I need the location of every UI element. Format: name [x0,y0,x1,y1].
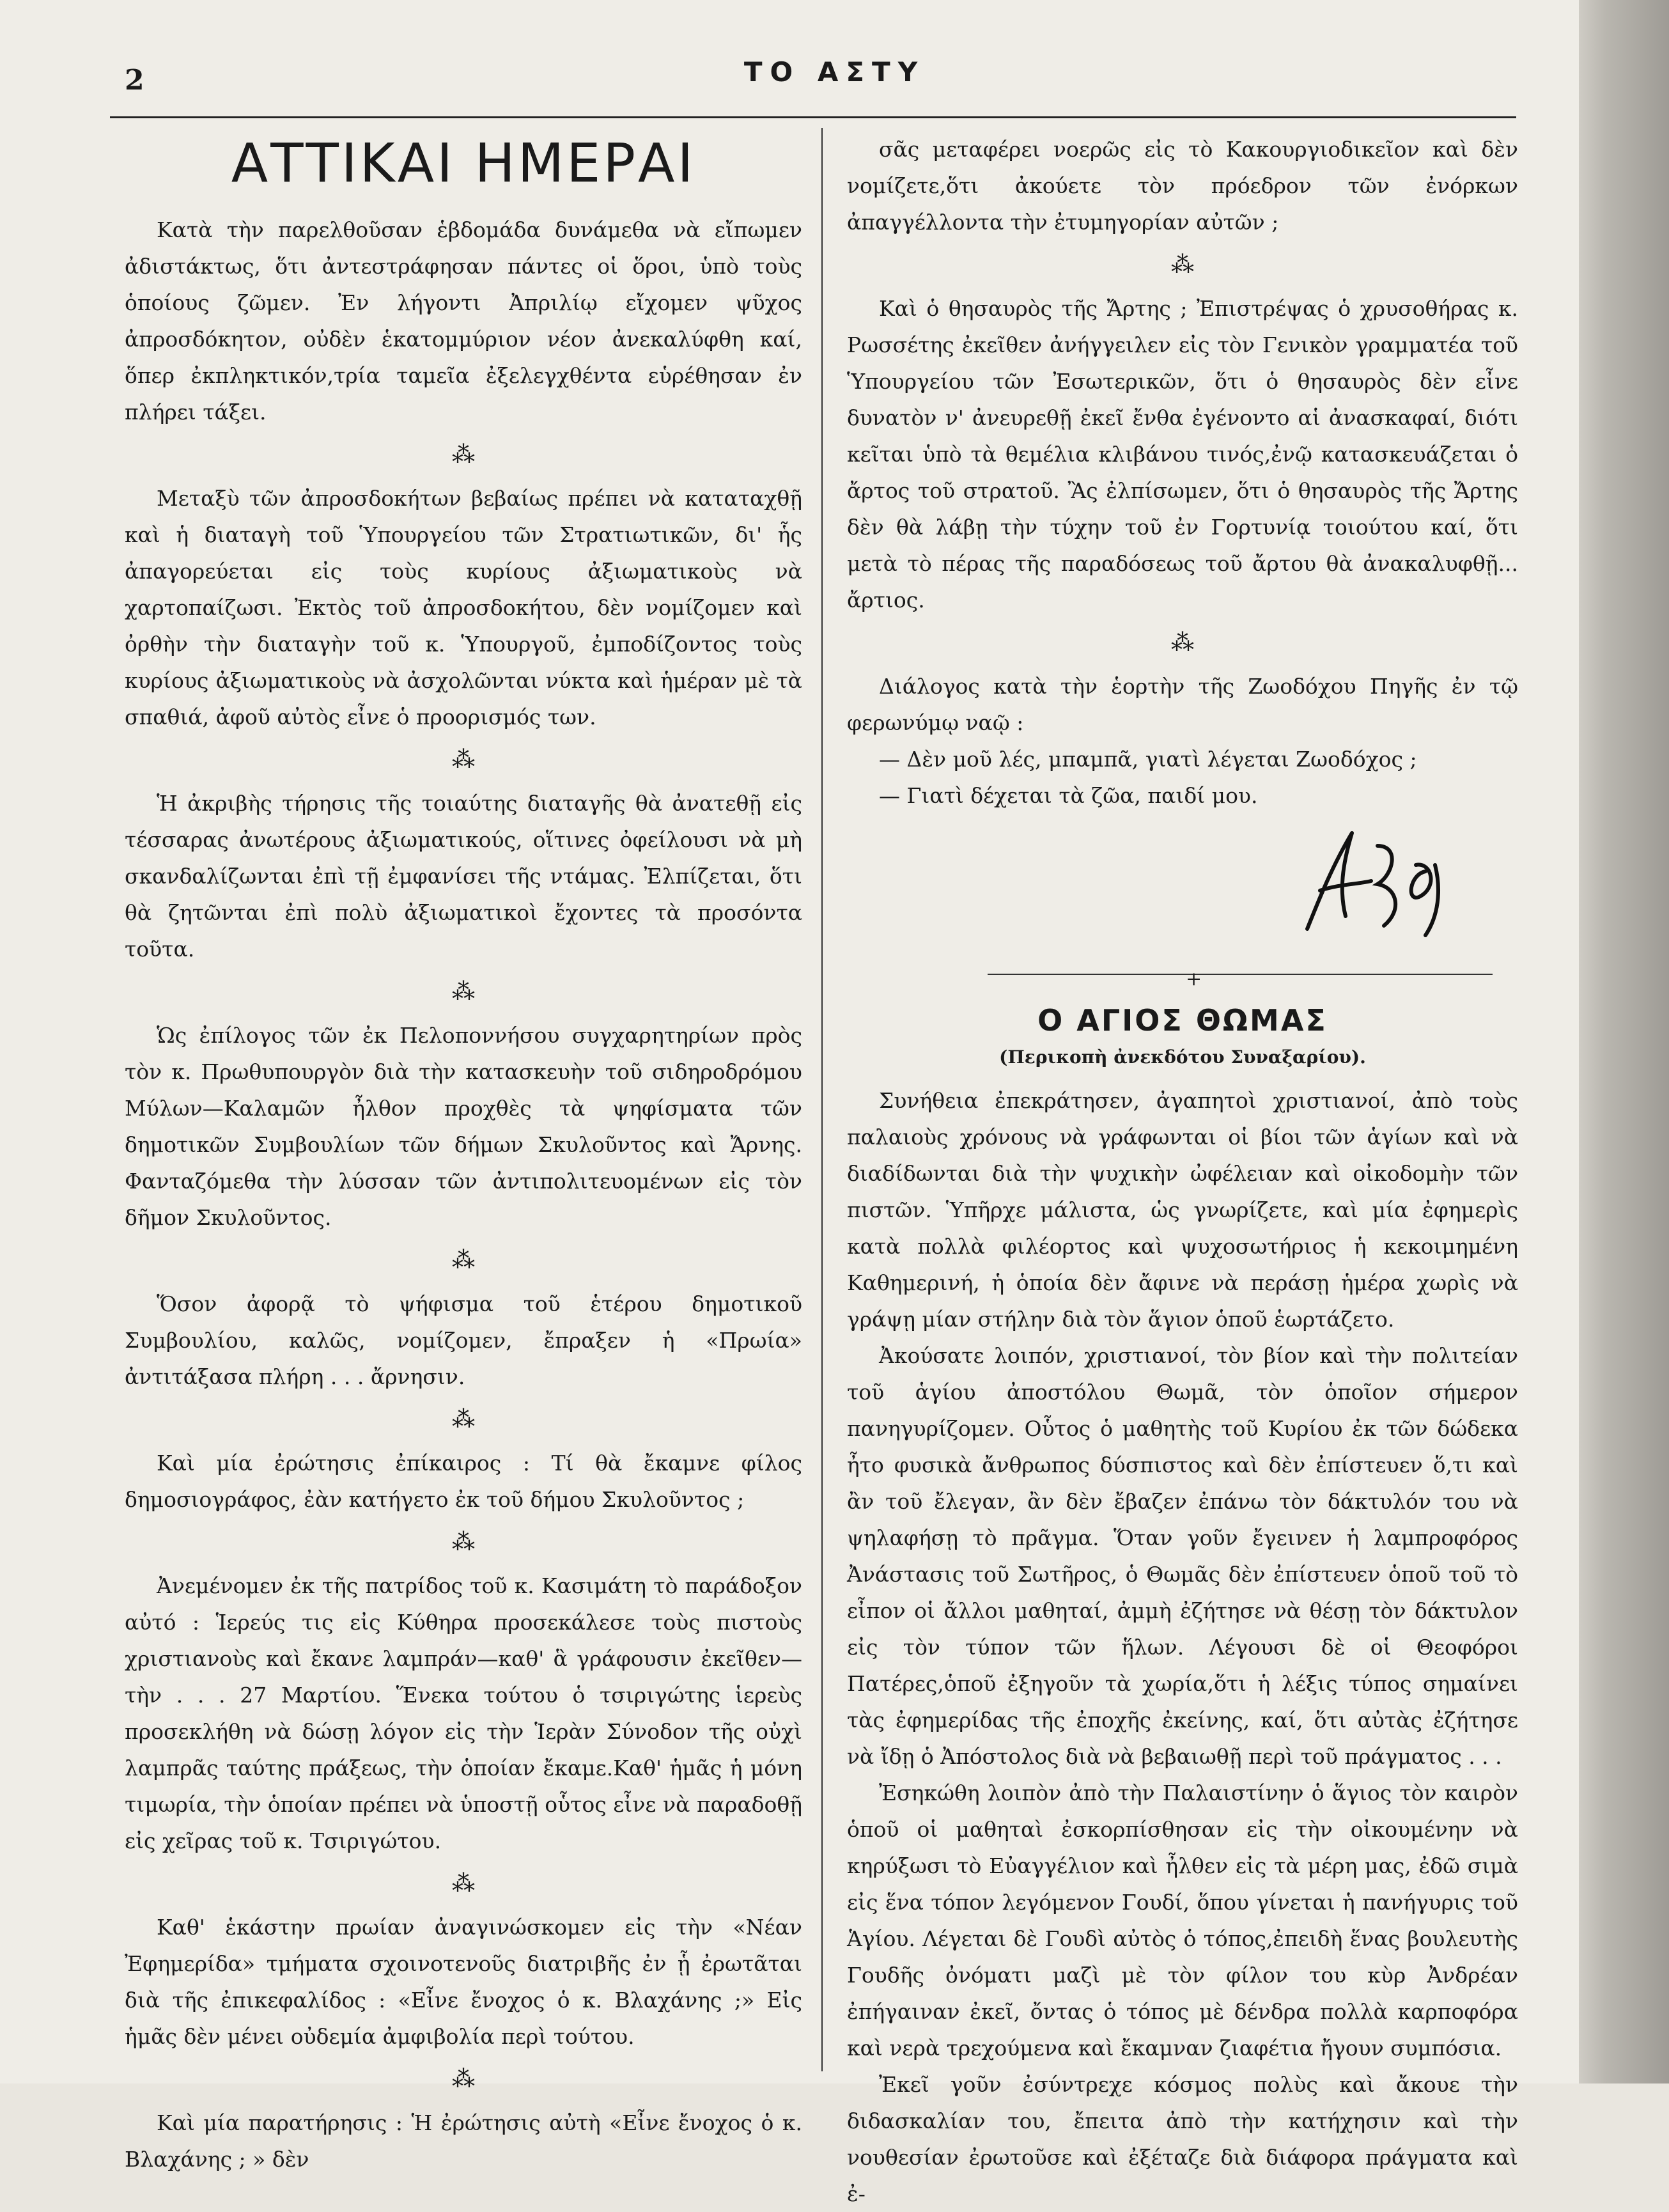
separator-asterism: ⁂ [452,1406,475,1433]
page-edge [1579,0,1669,2083]
article-subtitle: (Περικοπὴ ἀνεκδότου Συναξαρίου). [999,1047,1366,1068]
paragraph: Ὅσον ἀφορᾷ τὸ ψήφισμα τοῦ ἑτέρου δημοτικοῦ Συμβουλίου, καλῶς, νομίζομεν, ἔπραξεν ἡ «Πρωία» ἀντιτάξασα πλήρη . . . ἄρνησιν. [125,1291,802,1389]
separator-asterism: ⁂ [452,1247,475,1273]
paragraph: Καὶ μία ἐρώτησις ἐπίκαιρος : Τί θὰ ἔκαμνε φίλος δημοσιογράφος, ἐὰν κατήγετο ἐκ τοῦ δήμου Σκυλοῦντος ; [125,1451,802,1512]
section-title: ΑΤΤΙΚΑΙ ΗΜΕΡΑΙ [231,132,696,194]
paragraph: Διάλογος κατὰ τὴν ἑορτὴν τῆς Ζωοδόχου Πηγῆς ἐν τῷ φερωνύμῳ ναῷ : [847,674,1518,735]
paragraph: Ἐσηκώθη λοιπὸν ἀπὸ τὴν Παλαιστίνην ὁ ἅγιος τὸν καιρὸν ὁποῦ οἱ μαθηταὶ ἐσκορπίσθησαν εἰς τὴν οἰκουμένην νὰ κηρύξωσι τὸ Εὐαγγέλιον καὶ ἦλθεν εἰς τὰ μέρη μας, ἐδῶ σιμὰ εἰς ἕνα τόπον λεγόμενον Γουδί, ὅπου γίνεται ἡ πανήγυρις τοῦ Ἁγίου. Λέγεται δὲ Γουδὶ αὐτὸς ὁ τόπος,ἐπειδὴ ἕνας βουλευτὴς Γουδῆς ὀνόματι μαζὶ μὲ τὸν φίλον του κὺρ Ἀνδρέαν ἐπήγαιναν ἐκεῖ, ὄντας ὁ τόπος μὲ δένδρα πολλὰ καρποφόρα καὶ νερὰ τρεχούμενα καὶ ἔκαμναν ζιαφέτια ἤγουν συμπόσια. [847,1780,1518,2060]
paragraph: σᾶς μεταφέρει νοερῶς εἰς τὸ Κακουργιοδικεῖον καὶ δὲν νομίζετε,ὅτι ἀκούετε τὸν πρόεδρον τῶν ἐνόρκων ἀπαγγέλλοντα τὴν ἐτυμηγορίαν αὐτῶν ; [847,137,1518,235]
separator-asterism: ⁂ [452,747,475,773]
article-separator [847,961,1518,990]
paragraph: Καθ' ἑκάστην πρωίαν ἀναγινώσκομεν εἰς τὴν «Νέαν Ἐφημερίδα» τμήματα σχοινοτενοῦς διατριβῆς ἐν ᾗ ἐρωτᾶται διὰ τῆς ἐπικεφαλίδος : «Εἶνε ἔνοχος ὁ κ. Βλαχάνης ;» Εἰς ἡμᾶς δὲν μένει οὐδεμία ἀμφιβολία περὶ τούτου. [125,1915,802,2049]
right-column [847,131,1518,2212]
column-divider [821,128,823,2071]
separator-asterism: ⁂ [1171,252,1194,278]
separator-mark: + [1186,968,1202,990]
paragraph: Ὡς ἐπίλογος τῶν ἐκ Πελοποννήσου συγχαρητηρίων πρὸς τὸν κ. Πρωθυπουργὸν διὰ τὴν κατασκευὴν τοῦ σιδηροδρόμου Μύλων—Καλαμῶν ἦλθον προχθὲς τὰ ψηφίσματα τῶν δημοτικῶν Συμβουλίων τῶν δήμων Σκυλοῦντος καὶ Ἄρνης. Φανταζόμεθα τὴν λύσσαν τῶν ἀντιπολιτευομένων εἰς τὸν δῆμον Σκυλοῦντος. [125,1023,802,1230]
paragraph: Καὶ ὁ θησαυρὸς τῆς Ἄρτης ; Ἐπιστρέψας ὁ χρυσοθήρας κ. Ρωσσέτης ἐκεῖθεν ἀνήγγειλεν εἰς τὸν Γενικὸν γραμματέα τοῦ Ὑπουργείου τῶν Ἐσωτερικῶν, ὅτι ὁ θησαυρὸς δὲν εἶνε δυνατὸν ν' ἀνευρεθῇ ἐκεῖ ἔνθα ἐγένοντο αἱ ἀνασκαφαί, διότι κεῖται ὑπὸ τὰ θεμέλια κλιβάνου τινός,ἐνῷ κατασκευάζεται ὁ ἄρτος τοῦ στρατοῦ. Ἂς ἐλπίσωμεν, ὅτι ὁ θησαυρὸς τῆς Ἄρτης δὲν θὰ λάβῃ τὴν τύχην τοῦ ἐν Γορτυνίᾳ τοιούτου καί, ὅτι μετὰ τὸ πέρας τῆς παραδόσεως τοῦ ἄρτου θὰ ἀνακαλυφθῇ... ἄρτιος. [847,296,1518,612]
dialogue-line: — Δὲν μοῦ λές, μπαμπᾶ, γιατὶ λέγεται Ζωοδόχος ; [879,747,1417,772]
page-number: 2 [125,64,144,97]
paragraph: Συνήθεια ἐπεκράτησεν, ἀγαπητοὶ χριστιανοί, ἀπὸ τοὺς παλαιοὺς χρόνους νὰ γράφωνται οἱ βίοι τῶν ἁγίων καὶ νὰ διαδίδωνται διὰ τὴν ψυχικὴν ὠφέλειαν καὶ οἰκοδομὴν τῶν πιστῶν. Ὑπῆρχε μάλιστα, ὡς γνωρίζετε, καὶ μία ἐφημερὶς κατὰ πολλὰ φιλέορτος καὶ ψυχοσωτήριος ἡ κεκοιμημένη Καθημερινή, ἡ ὁποία δὲν ἄφινε νὰ περάσῃ ἡμέρα χωρὶς νὰ γράψῃ μίαν στήλην διὰ τὸν ἅγιον ὁποῦ ἑωρτάζετο. [847,1088,1518,1332]
separator-asterism: ⁂ [452,979,475,1005]
paragraph: Καὶ μία παρατήρησις : Ἡ ἐρώτησις αὐτὴ «Εἶνε ἔνοχος ὁ κ. Βλαχάνης ; » δὲν [125,2110,802,2172]
handwritten-signature [847,814,1518,942]
paragraph: Ἀνεμένομεν ἐκ τῆς πατρίδος τοῦ κ. Κασιμάτη τὸ παράδοξον αὐτό : Ἱερεύς τις εἰς Κύθηρα προσεκάλεσε τοὺς πιστοὺς χριστιανοὺς καὶ ἔκανε λαμπράν—καθ' ἃ γράφουσιν ἐκεῖθεν—τὴν . . . 27 Μαρτίου. Ἕνεκα τούτου ὁ τσιριγώτης ἱερεὺς προσεκλήθη νὰ δώσῃ λόγον εἰς τὴν Ἱερὰν Σύνοδον τῆς οὐχὶ λαμπρᾶς ταύτης πράξεως, τὴν ὁποίαν ἔκαμε.Καθ' ἡμᾶς ἡ μόνη τιμωρία, τὴν ὁποίαν πρέπει νὰ ὑποστῇ οὗτος εἶνε νὰ παραδοθῇ εἰς χεῖρας τοῦ κ. Τσιριγώτου. [125,1573,802,1853]
separator-asterism: ⁂ [452,1871,475,1897]
dialogue-line: — Γιατὶ δέχεται τὰ ζῶα, παιδί μου. [879,783,1258,808]
signature-icon [1282,820,1448,942]
dialogue [847,741,1518,814]
paragraph: Ἀκούσατε λοιπόν, χριστιανοί, τὸν βίον καὶ τὴν πολιτείαν τοῦ ἁγίου ἀποστόλου Θωμᾶ, τὸν ὁποῖον σήμερον πανηγυρίζομεν. Οὗτος ὁ μαθητὴς τοῦ Κυρίου ἐκ τῶν δώδεκα ἦτο φυσικὰ ἄνθρωπος δύσπιστος καὶ δὲν ἐπίστευεν ὅ,τι καὶ ἂν τοῦ ἔλεγαν, ἂν δὲν ἔβαζεν ἐπάνω τὸν δάκτυλόν του νὰ ψηλαφήσῃ τὸ πρᾶγμα. Ὅταν γοῦν ἔγεινεν ἡ λαμπροφόρος Ἀνάστασις τοῦ Σωτῆρος, ὁ Θωμᾶς δὲν ἐπίστευεν ὁποῦ τοῦ τὸ εἶπον οἱ ἄλλοι μαθηταί, ἀμμὴ ἐζήτησε νὰ θέσῃ τὸν δάκτυλον εἰς τὸν τύπον τῶν ἥλων. Λέγουσι δὲ οἱ Θεοφόροι Πατέρες,ὁποῦ ἐξηγοῦν τὰ χωρία,ὅτι ἡ λέξις τύπος σημαίνει τὰς ἐφημερίδας τῆς ἐποχῆς ἐκείνης, καί, ὅτι αὐτὰς ἐζήτησε νὰ ἴδῃ ὁ Ἀπόστολος διὰ νὰ βεβαιωθῇ περὶ τοῦ πράγματος . . . [847,1343,1518,1769]
separator-asterism: ⁂ [452,442,475,468]
left-column [125,131,802,2177]
paragraph: Μεταξὺ τῶν ἀπροσδοκήτων βεβαίως πρέπει νὰ καταταχθῇ καὶ ἡ διαταγὴ τοῦ Ὑπουργείου τῶν Στρατιωτικῶν, δι' ἧς ἀπαγορεύεται εἰς τοὺς κυρίους ἀξιωματικοὺς νὰ χαρτοπαίζωσι. Ἐκτὸς τοῦ ἀπροσδοκήτου, δὲν νομίζομεν καὶ ὀρθὴν τὴν διαταγὴν τοῦ κ. Ὑπουργοῦ, ἐμποδίζοντος τοὺς κυρίους ἀξιωματικοὺς νὰ ἀσχολῶνται νύκτα καὶ ἡμέραν μὲ τὰ σπαθιά, ἀφοῦ αὐτὸς εἶνε ὁ προορισμός των. [125,486,802,729]
article-title: Ο ΑΓΙΟΣ ΘΩΜΑΣ [1037,1003,1328,1038]
paragraph: Ἐκεῖ γοῦν ἐσύντρεχε κόσμος πολὺς καὶ ἄκουε τὴν διδασκαλίαν του, ἔπειτα ἀπὸ τὴν κατήχησιν καὶ τὴν νουθεσίαν ἐρωτοῦσε καὶ ἐξέταζε διὰ διάφορα πράγματα καὶ ἐ- [847,2072,1518,2206]
header-rule [110,116,1516,118]
separator-asterism: ⁂ [452,2066,475,2092]
paragraph: Κατὰ τὴν παρελθοῦσαν ἑβδομάδα δυνάμεθα νὰ εἴπωμεν ἀδιστάκτως, ὅτι ἀντεστράφησαν πάντες οἱ ὅροι, ὑπὸ τοὺς ὁποίους ζῶμεν. Ἐν λήγοντι Ἀπριλίῳ εἴχομεν ψῦχος ἀπροσδόκητον, οὐδὲν ἑκατομμύριον νέον ἀνεκαλύφθη καί, ὅπερ ἐκπληκτικόν,τρία ταμεῖα ἐξελεγχθέντα εὑρέθησαν ἐν πλήρει τάξει. [125,217,802,424]
separator-asterism: ⁂ [1171,630,1194,656]
masthead: ΤΟ ΑΣΤΥ [743,56,926,88]
paragraph: Ἡ ἀκριβὴς τήρησις τῆς τοιαύτης διαταγῆς θὰ ἀνατεθῇ εἰς τέσσαρας ἀνωτέρους ἀξιωματικούς, οἵτινες ὀφείλουσι νὰ μὴ σκανδαλίζωνται ἐπὶ τῇ ἐμφανίσει τῆς ντάμας. Ἐλπίζεται, ὅτι θὰ ζητῶνται ἐπὶ πολὺ ἀξιωματικοὶ ἔχοντες τὰ προσόντα τοῦτα. [125,791,802,962]
separator-asterism: ⁂ [452,1529,475,1555]
